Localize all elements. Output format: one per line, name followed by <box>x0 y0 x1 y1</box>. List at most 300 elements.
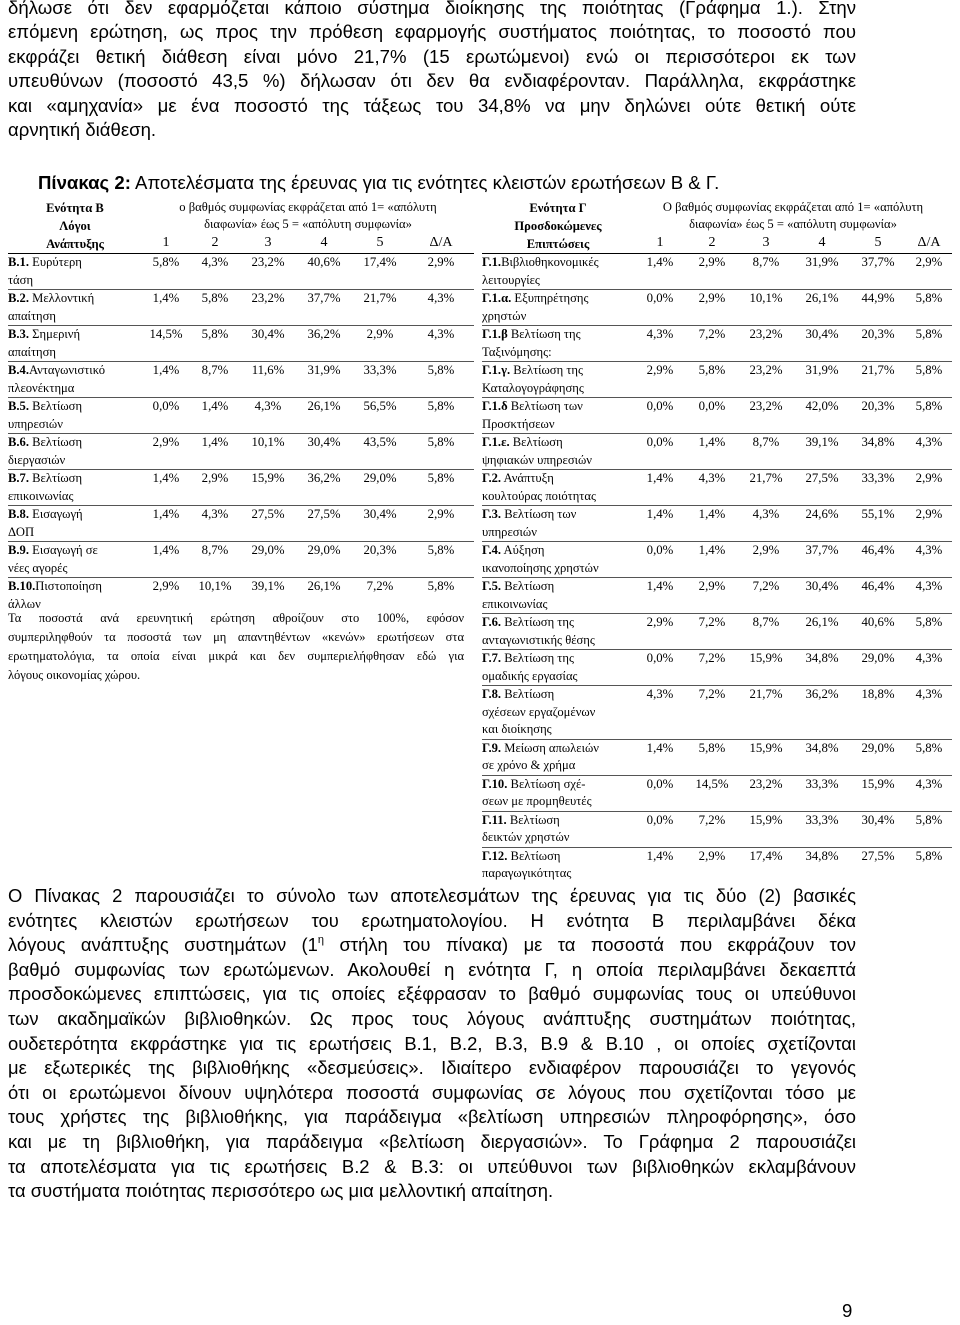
row-label-line: Γ.9. Μείωση απωλειών <box>482 740 599 755</box>
row-label-line: επικοινωνίας <box>8 488 74 503</box>
caption-label: Πίνακας 2: <box>38 172 131 193</box>
value-cell: 1,4% <box>201 399 229 413</box>
summary-line: Ο Πίνακας 2 παρουσιάζει το σύνολο των αποτελεσμάτων της έρευνας για τις δύο (2) βασικές <box>8 885 856 906</box>
value-cell: 0,0% <box>646 435 674 449</box>
value-cell: 43,5% <box>363 435 397 449</box>
row-label <box>482 362 634 398</box>
value-cell: 1,4% <box>646 848 674 863</box>
value-cell: 24,6% <box>805 507 839 521</box>
summary-line: τους χρήστες της βιβλιοθήκης, για παράδειγμα «βελτίωση υπηρεσιών πληροφόρησης», όσο <box>8 1106 856 1128</box>
value-cell: 2,9% <box>427 255 455 269</box>
value-cell: 33,3% <box>805 812 839 827</box>
row-label <box>482 254 634 290</box>
value-cell: 4,3% <box>915 687 943 701</box>
value-cell: 26,1% <box>307 579 341 593</box>
row-label-line: χρηστών <box>482 308 527 323</box>
value-cell: 30,4% <box>861 812 895 827</box>
value-cell: 5,8% <box>427 471 455 485</box>
intro-paragraph <box>8 0 856 142</box>
value-cell: 34,8% <box>805 651 839 665</box>
row-label-line: Γ.10. Βελτίωση σχέ- <box>482 776 586 791</box>
intro-line: και «αμηχανία» με ένα ποσοστό της τάξεως του 34,8% να μην δηλώνει ούτε θετική ούτε <box>8 94 856 116</box>
value-cell: 8,7% <box>752 435 780 449</box>
row-label <box>482 506 634 542</box>
row-label-line: σχέσεων εργαζομένων <box>482 704 596 719</box>
table-row <box>482 686 952 740</box>
row-label <box>482 542 634 578</box>
table-row <box>482 614 952 650</box>
value-cell: 39,1% <box>251 579 285 593</box>
table-row <box>8 326 474 362</box>
value-cell: 5,8% <box>201 327 229 341</box>
value-cell: 31,9% <box>805 255 839 269</box>
row-label <box>8 506 142 542</box>
row-label-line: άλλων <box>8 596 41 611</box>
value-cell: 8,7% <box>752 615 780 629</box>
scale-col-header: Δ/Α <box>429 234 453 250</box>
value-cell: 5,8% <box>915 399 943 413</box>
row-label <box>482 686 634 740</box>
table-footnote <box>8 609 464 685</box>
scale-col-header: 1 <box>656 234 664 250</box>
value-cell: 23,2% <box>749 399 783 413</box>
value-cell: 30,4% <box>805 327 839 341</box>
table-section-b <box>8 199 474 613</box>
value-cell: 30,4% <box>805 579 839 593</box>
table-row <box>482 290 952 326</box>
value-cell: 4,3% <box>698 471 726 485</box>
head-left-line: Ανάπτυξης <box>46 237 104 251</box>
table-row <box>482 254 952 290</box>
value-cell: 20,3% <box>861 327 895 341</box>
row-label-line: Γ.8. Βελτίωση <box>482 687 555 701</box>
value-cell: 7,2% <box>366 579 394 593</box>
value-cell: 26,1% <box>805 615 839 629</box>
table-caption <box>38 172 719 194</box>
value-cell: 5,8% <box>698 363 726 377</box>
row-label-line: Ταξινόμησης: <box>482 344 552 359</box>
row-label-line: Β.3. Σημερινή <box>8 327 81 341</box>
value-cell: 15,9% <box>749 651 783 665</box>
value-cell: 1,4% <box>646 579 674 593</box>
table-section-g <box>482 199 952 883</box>
value-cell: 20,3% <box>861 399 895 413</box>
row-label-line: Γ.1.β Βελτίωση της <box>482 327 581 341</box>
value-cell: 4,3% <box>254 399 282 413</box>
value-cell: 33,3% <box>861 471 895 485</box>
table-row <box>8 290 474 326</box>
value-cell: 5,8% <box>201 291 229 305</box>
row-label-line: ψηφιακών υπηρεσιών <box>482 452 593 467</box>
value-cell: 0,0% <box>646 543 674 557</box>
value-cell: 31,9% <box>307 363 341 377</box>
value-cell: 0,0% <box>646 812 674 827</box>
row-label-line: Β.8. Εισαγωγή <box>8 507 83 521</box>
row-label <box>482 650 634 686</box>
value-cell: 40,6% <box>861 615 895 629</box>
value-cell: 4,3% <box>427 327 455 341</box>
summary-line: βαθμό συμφωνίας των ερωτώμενων. Ακολουθεί η ενότητα Γ, η οποία περιλαμβάνει δεκαεπτά <box>8 958 856 980</box>
value-cell: 4,3% <box>915 543 943 557</box>
value-cell: 2,9% <box>201 471 229 485</box>
row-label-line: Β.4.Ανταγωνιστικό <box>8 363 106 377</box>
table-row <box>482 650 952 686</box>
value-cell: 7,2% <box>698 327 726 341</box>
value-cell: 36,2% <box>805 687 839 701</box>
value-cell: 18,8% <box>861 687 895 701</box>
head-scale-line: ο βαθμός συμφωνίας εκφράζεται από 1= «απόλυτη <box>179 200 437 214</box>
row-label <box>8 290 142 326</box>
value-cell: 56,5% <box>363 399 397 413</box>
value-cell: 15,9% <box>861 776 895 791</box>
summary-line: και με τη βιβλιοθήκη, για παράδειγμα «βελτίωση διεργασιών». Το Γράφημα 2 παρουσιάζει <box>8 1130 856 1152</box>
row-label <box>482 290 634 326</box>
row-label <box>482 470 634 506</box>
row-label-line: δεικτών χρηστών <box>482 830 570 844</box>
value-cell: 39,1% <box>805 435 839 449</box>
summary-line: ότι οι ερωτώμενοι δίνουν υψηλότερα ποσοστά συμφωνίας σε λόγους που σχετίζονται τόσο με <box>8 1081 856 1103</box>
summary-line: προσδοκώμενες επιπτώσεις, για τις οποίες εξέφρασαν το βαθμό συμφωνίας τους οι υπεύθυνοι <box>8 983 856 1005</box>
value-cell: 29,0% <box>861 740 895 755</box>
table-row <box>8 578 474 614</box>
value-cell: 2,9% <box>646 363 674 377</box>
value-cell: 0,0% <box>646 399 674 413</box>
row-label <box>8 470 142 506</box>
row-label <box>482 326 634 362</box>
value-cell: 1,4% <box>152 291 180 305</box>
row-label-line: Γ.2. Ανάπτυξη <box>482 471 554 485</box>
value-cell: 10,1% <box>749 291 783 305</box>
row-label-line: παραγωγικότητας <box>482 866 572 880</box>
value-cell: 4,3% <box>752 507 780 521</box>
row-label-line: Καταλογογράφησης <box>482 380 584 395</box>
value-cell: 34,8% <box>805 848 839 863</box>
value-cell: 2,9% <box>152 435 180 449</box>
value-cell: 8,7% <box>201 543 229 557</box>
table-row <box>482 847 952 883</box>
value-cell: 2,9% <box>152 579 180 593</box>
value-cell: 4,3% <box>201 255 229 269</box>
intro-line: επόμενη ερώτηση, ως προς την πρόθεση εφαρμογής συστήματος ποιότητας, το ποσοστό που <box>8 21 856 43</box>
value-cell: 2,9% <box>752 543 780 557</box>
value-cell: 15,9% <box>251 471 285 485</box>
scale-col-header: 4 <box>818 234 826 250</box>
row-label-line: υπηρεσιών <box>482 524 537 539</box>
value-cell: 0,0% <box>646 291 674 305</box>
value-cell: 21,7% <box>363 291 397 305</box>
row-label-line: τάση <box>8 272 34 287</box>
value-cell: 1,4% <box>152 363 180 377</box>
value-cell: 40,6% <box>307 255 341 269</box>
row-label-line: Γ.5. Βελτίωση <box>482 579 555 593</box>
intro-line: εκφράζει θετική διάθεση είναι μόνο 21,7% (15 ερωτώμενοι) ενώ οι περισσότεροι εκ των <box>8 45 856 67</box>
head-left-line: Ενότητα Γ <box>529 201 587 215</box>
table-row <box>482 326 952 362</box>
value-cell: 2,9% <box>698 579 726 593</box>
value-cell: 30,4% <box>363 507 397 521</box>
value-cell: 42,0% <box>805 399 839 413</box>
value-cell: 4,3% <box>427 291 455 305</box>
value-cell: 29,0% <box>363 471 397 485</box>
row-label-line: Β.7. Βελτίωση <box>8 471 83 485</box>
scale-col-header: 5 <box>376 234 384 250</box>
value-cell: 7,2% <box>698 687 726 701</box>
value-cell: 1,4% <box>698 543 726 557</box>
row-label-line: απαίτηση <box>8 344 56 359</box>
value-cell: 0,0% <box>646 776 674 791</box>
footnote-line: λόγους οικονομίας χώρου. <box>8 668 141 682</box>
value-cell: 55,1% <box>861 507 895 521</box>
table-b-head-left <box>8 199 142 254</box>
row-label-line: Β.6. Βελτίωση <box>8 435 83 449</box>
row-label <box>8 326 142 362</box>
value-cell: 36,2% <box>307 327 341 341</box>
value-cell: 15,9% <box>749 740 783 755</box>
table-row <box>8 398 474 434</box>
value-cell: 2,9% <box>915 471 943 485</box>
table-row <box>8 362 474 398</box>
value-cell: 27,5% <box>861 848 895 863</box>
row-label-line: Β.9. Εισαγωγή σε <box>8 543 98 557</box>
row-label-line: πλεονέκτημα <box>8 380 75 395</box>
value-cell: 10,1% <box>198 579 232 593</box>
row-label-line: Β.10.Πιστοποίηση <box>8 579 102 593</box>
value-cell: 5,8% <box>427 399 455 413</box>
row-label <box>8 362 142 398</box>
row-label-line: ικανοποίησης χρηστών <box>482 560 599 575</box>
value-cell: 4,3% <box>915 776 943 791</box>
value-cell: 8,7% <box>201 363 229 377</box>
footnote-line: ερωτηματολόγια, τα οποία είναι μικρά και δεν συμπεριελήφθησαν εδώ για <box>8 649 464 663</box>
value-cell: 2,9% <box>366 327 394 341</box>
table-row <box>8 254 474 290</box>
row-label-line: λειτουργίες <box>482 272 540 287</box>
row-label <box>8 398 142 434</box>
row-label-line: ομαδικής εργασίας <box>482 668 578 683</box>
table-row <box>482 775 952 811</box>
value-cell: 1,4% <box>646 740 674 755</box>
value-cell: 5,8% <box>427 363 455 377</box>
value-cell: 1,4% <box>646 471 674 485</box>
summary-line: λόγους ανάπτυξης συστημάτων ($1^\eta$ στήλη του πίνακα) με τα ποσοστά που εκφράζουν τον <box>8 934 856 956</box>
value-cell: 0,0% <box>646 651 674 665</box>
value-cell: 2,9% <box>698 255 726 269</box>
value-cell: 29,0% <box>251 543 285 557</box>
value-cell: 46,4% <box>861 579 895 593</box>
value-cell: 2,9% <box>698 291 726 305</box>
value-cell: 27,5% <box>805 471 839 485</box>
row-label-line: σε χρόνο & χρήμα <box>482 758 576 772</box>
value-cell: 31,9% <box>805 363 839 377</box>
value-cell: 26,1% <box>307 399 341 413</box>
table-row <box>8 506 474 542</box>
value-cell: 37,7% <box>307 291 341 305</box>
table-g-head-left <box>482 199 634 254</box>
value-cell: 26,1% <box>805 291 839 305</box>
value-cell: 10,1% <box>251 435 285 449</box>
table-row <box>482 811 952 847</box>
table-row <box>482 470 952 506</box>
value-cell: 2,9% <box>427 507 455 521</box>
row-label <box>8 542 142 578</box>
row-label-line: Β.2. Μελλοντική <box>8 291 95 305</box>
head-left-line: Προσδοκώμενες <box>514 219 602 233</box>
value-cell: 23,2% <box>749 327 783 341</box>
value-cell: 2,9% <box>915 507 943 521</box>
value-cell: 4,3% <box>646 327 674 341</box>
value-cell: 15,9% <box>749 812 783 827</box>
value-cell: 34,8% <box>805 740 839 755</box>
row-label-line: Β.5. Βελτίωση <box>8 399 83 413</box>
value-cell: 20,3% <box>363 543 397 557</box>
table-row <box>482 398 952 434</box>
summary-line: ουδετερότητα εκφράστηκε για τις ερωτήσεις Β.1, Β.2, Β.3, Β.9 & Β.10 , οι οποίες σχετίζονται <box>8 1032 856 1054</box>
row-label <box>482 775 634 811</box>
scale-col-header: Δ/Α <box>917 234 941 250</box>
scale-col-header: 1 <box>162 234 170 250</box>
value-cell: 2,9% <box>646 615 674 629</box>
value-cell: 7,2% <box>698 812 726 827</box>
value-cell: 17,4% <box>749 848 783 863</box>
value-cell: 5,8% <box>152 255 180 269</box>
value-cell: 29,0% <box>307 543 341 557</box>
value-cell: 7,2% <box>698 615 726 629</box>
value-cell: 1,4% <box>698 435 726 449</box>
table-row <box>8 542 474 578</box>
row-label-line: Γ.1.δ Βελτίωση των <box>482 399 583 413</box>
table-g-head-scale <box>634 199 952 233</box>
scale-col-header: 3 <box>762 234 770 250</box>
scale-col-header: 5 <box>874 234 882 250</box>
value-cell: 33,3% <box>363 363 397 377</box>
row-label <box>482 434 634 470</box>
value-cell: 44,9% <box>861 291 895 305</box>
value-cell: 21,7% <box>749 471 783 485</box>
value-cell: 5,8% <box>427 543 455 557</box>
table-row <box>8 434 474 470</box>
superscript: η <box>317 934 325 947</box>
intro-line: υπευθύνων (ποσοστό 43,5 %) δήλωσαν ότι δεν θα ενδιαφέρονταν. Παράλληλα, εκφράστηκε <box>8 70 856 92</box>
footnote-line: Τα ποσοστά ανά ερευνητική ερώτηση αθροίζουν στο 100%, εφόσον <box>8 611 464 625</box>
scale-col-header: 4 <box>320 234 328 250</box>
value-cell: 29,0% <box>861 651 895 665</box>
summary-paragraph <box>8 884 856 1204</box>
table-row <box>482 506 952 542</box>
value-cell: 1,4% <box>152 507 180 521</box>
summary-line: με εξωτερικές της βιβλιοθήκης «δεσμεύσεις». Ιδιαίτερο ενδιαφέρον παρουσιάζει το γεγονός <box>8 1057 856 1079</box>
table-row <box>482 739 952 775</box>
value-cell: 23,2% <box>749 363 783 377</box>
value-cell: 5,8% <box>915 848 943 863</box>
summary-line: τα αποτελέσματα για τις ερωτήσεις Β.2 & Β.3: οι υπεύθυνοι των βιβλιοθηκών εκλαμβάνουν <box>8 1155 856 1177</box>
value-cell: 1,4% <box>201 435 229 449</box>
value-cell: 30,4% <box>307 435 341 449</box>
value-cell: 5,8% <box>915 327 943 341</box>
value-cell: 37,7% <box>805 543 839 557</box>
table-row <box>8 470 474 506</box>
scale-col-header: 2 <box>211 234 219 250</box>
value-cell: 1,4% <box>646 507 674 521</box>
value-cell: 2,9% <box>915 255 943 269</box>
value-cell: 7,2% <box>698 651 726 665</box>
value-cell: 37,7% <box>861 255 895 269</box>
row-label-line: Γ.7. Βελτίωση της <box>482 651 574 665</box>
value-cell: 5,8% <box>427 579 455 593</box>
table-row <box>482 578 952 614</box>
row-label <box>8 254 142 290</box>
head-scale-line: διαφωνία» έως 5 = «απόλυτη συμφωνία» <box>689 216 897 231</box>
value-cell: 14,5% <box>695 776 729 791</box>
value-cell: 4,3% <box>915 435 943 449</box>
value-cell: 34,8% <box>861 435 895 449</box>
row-label-line: κουλτούρας ποιότητας <box>482 488 596 503</box>
value-cell: 30,4% <box>251 327 285 341</box>
row-label-line: Γ.1.γ. Βελτίωση της <box>482 363 583 377</box>
row-label <box>482 614 634 650</box>
value-cell: 1,4% <box>646 255 674 269</box>
table-row <box>482 362 952 398</box>
scale-col-header: 3 <box>264 234 272 250</box>
value-cell: 5,8% <box>915 615 943 629</box>
row-label-line: ανταγωνιστικής θέσης <box>482 632 595 647</box>
head-left-line: Ενότητα Β <box>46 201 104 215</box>
summary-line: ενότητες κλειστών ερωτήσεων του ερωτηματολογίου. Η ενότητα Β περιλαμβάνει δέκα <box>8 909 856 931</box>
value-cell: 33,3% <box>805 776 839 791</box>
row-label-line: Προσκτήσεων <box>482 416 555 431</box>
row-label <box>482 847 634 883</box>
row-label <box>482 578 634 614</box>
value-cell: 1,4% <box>698 507 726 521</box>
row-label-line: σεων με προμηθευτές <box>482 794 592 808</box>
value-cell: 5,8% <box>915 291 943 305</box>
value-cell: 17,4% <box>363 255 397 269</box>
row-label-line: Γ.12. Βελτίωση <box>482 848 561 863</box>
row-label <box>482 398 634 434</box>
value-cell: 21,7% <box>861 363 895 377</box>
caption-text: Αποτελέσματα της έρευνας για τις ενότητες κλειστών ερωτήσεων Β & Γ. <box>130 172 720 193</box>
row-label-line: Β.1. Ευρύτερη <box>8 255 82 269</box>
summary-line: τα συστήματα ποιότητας περισσότερο ως μια μελλοντική απαίτηση. <box>8 1180 554 1202</box>
row-label <box>482 811 634 847</box>
table-row <box>482 434 952 470</box>
row-label-line: νέες αγορές <box>8 560 68 575</box>
row-label-line: και διοίκησης <box>482 722 552 736</box>
value-cell: 4,3% <box>201 507 229 521</box>
row-label-line: απαίτηση <box>8 308 56 323</box>
value-cell: 27,5% <box>307 507 341 521</box>
value-cell: 36,2% <box>307 471 341 485</box>
row-label-line: Γ.4. Αύξηση <box>482 543 545 557</box>
row-label-line: διεργασιών <box>8 452 66 467</box>
value-cell: 1,4% <box>152 543 180 557</box>
value-cell: 4,3% <box>646 687 674 701</box>
row-label <box>8 578 142 614</box>
intro-line: αρνητική διάθεση. <box>8 119 157 141</box>
row-label-line: Γ.1.ε. Βελτίωση <box>482 435 563 449</box>
value-cell: 0,0% <box>152 399 180 413</box>
value-cell: 11,6% <box>251 363 285 377</box>
row-label-line: Γ.3. Βελτίωση των <box>482 507 577 521</box>
value-cell: 4,3% <box>915 579 943 593</box>
row-label-line: Γ.11. Βελτίωση <box>482 812 560 827</box>
row-label-line: επικοινωνίας <box>482 596 548 611</box>
value-cell: 5,8% <box>915 363 943 377</box>
table-row <box>482 542 952 578</box>
head-scale-line: Ο βαθμός συμφωνίας εκφράζεται από 1= «απόλυτη <box>662 200 924 214</box>
value-cell: 1,4% <box>152 471 180 485</box>
head-left-line: Επιπτώσεις <box>526 237 590 251</box>
value-cell: 5,8% <box>698 740 726 755</box>
